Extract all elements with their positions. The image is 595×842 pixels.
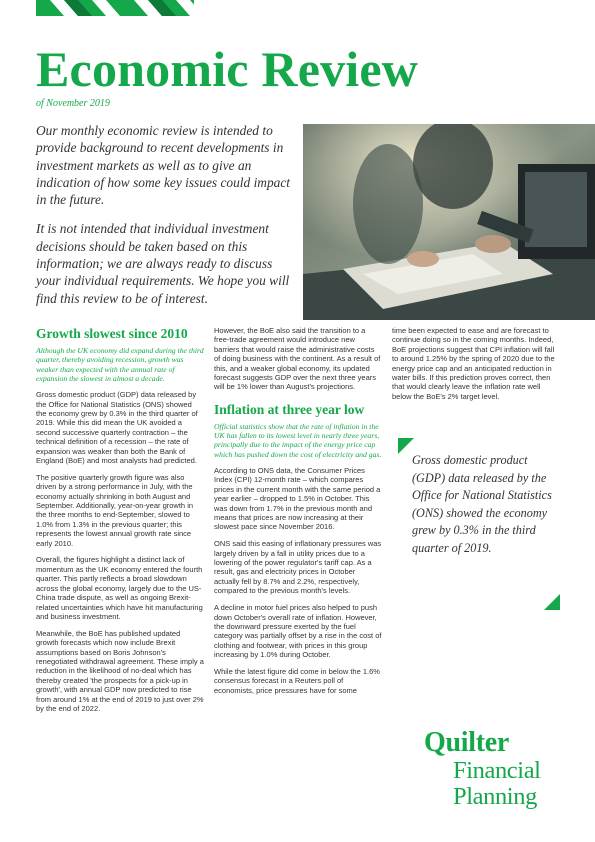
body-paragraph: A decline in motor fuel prices also helped to push down October's overall rate of inflation. However, the downward pressure exerted by the fuel category was partially offset by a rise in the cost of clothing and footwear, with prices in this group increasing by 1.0% during October.: [214, 603, 382, 660]
body-paragraph: However, the BoE also said the transition to a free-trade agreement would introduce new barriers that would raise the administrative costs of doing business with the continent. As a result of this, and a weaker global economy, its updated forecast suggests GDP over the next three years will be 1% lower than August's projections.: [214, 326, 381, 392]
business-meeting-photo: [303, 124, 595, 320]
logo-line: Planning: [453, 783, 537, 810]
quilter-logo: [424, 728, 564, 810]
section-heading-growth: Growth slowest since 2010: [36, 326, 188, 341]
body-paragraph: ONS said this easing of inflationary pressures was largely driven by a fall in utility prices due to a lowering of the power regulator's tariff cap. As a result, gas and electricity prices in October actually fell by 8.7% and 2.2%, respectively, compared to the previous month's levels.: [214, 539, 382, 596]
body-paragraph: Meanwhile, the BoE has published updated growth forecasts which now include Brexit assumptions based on Boris Johnson's renegotiated withdrawal agreement. These imply a reduction in the likelihood of no-deal which has thereby created 'the prospects for a pick-up in growth', with annual GDP now predicted to rise from around 1% at the end of 2019 to just over 2% by the end of 2022.: [36, 628, 204, 713]
body-paragraph: Gross domestic product (GDP) data released by the Office for National Statistics (ONS) showed the economy grew by 0.3% in the third quarter of 2019. While this did mean the UK avoided a second successive quarterly contraction – the technical definition of a recession – the rate of expansion was weaker than both the Bank of England (BoE) and most analysts had predicted.: [36, 390, 198, 466]
body-paragraph: While the latest figure did come in below the 1.6% consensus forecast in a Reuters poll of economists, price pressures have for some: [214, 666, 380, 695]
body-paragraph: According to ONS data, the Consumer Prices Index (CPI) 12-month rate – which compares prices in the current month with the same period a year earlier – dropped to 1.5% in October. This was down from 1.7% in the previous month and means that prices are now increasing at their slowest pace since November 2016.: [214, 466, 381, 532]
intro-paragraph: Our monthly economic review is intended to provide background to recent developments in investment markets as well as to give an indication of how some key issues could impact in the future.: [36, 123, 291, 208]
intro-paragraph: It is not intended that individual investment decisions should be taken based on this information; we are always ready to discuss your individual requirements. We hope you will find this review to be of interest.: [36, 221, 290, 306]
pull-quote-text: Gross domestic product (GDP) data released by the Office for National Statistics (ONS) showed the economy grew by 0.3% in the third quarter of 2019.: [412, 453, 552, 555]
page-title: Economic Review: [36, 41, 419, 97]
column-3: [392, 326, 562, 409]
body-paragraph: Overall, the figures highlight a distinct lack of momentum as the UK economy entered the fourth quarter. This partly reflects a broad slowdown across the global economy, largely due to the US-China trade dispute, as well as ongoing Brexit-related uncertainties which have hit manufacturing and business investment.: [36, 555, 203, 621]
issue-date: of November 2019: [36, 98, 110, 109]
top-stripes-decoration: [36, 0, 194, 16]
section-lead: Although the UK economy did expand during the third quarter, thereby avoiding recession, growth was weaker than expected with the annual rate of expansion the slowest in almost a decade.: [36, 346, 204, 383]
section-heading-inflation: Inflation at three year low: [214, 401, 365, 417]
body-paragraph: The positive quarterly growth figure was also driven by a strong performance in July, with the economy actually shrinking in both August and September. Additionally, year-on-year growth in the three months to end-September, slowed to 1.0% from 1.3% in the previous quarter; this represents the lowest annual growth rate since early 2010.: [36, 472, 194, 548]
pull-quote: [398, 438, 560, 610]
body-paragraph: time been expected to ease and are forecast to continue doing so in the coming months. Indeed, BoE projections suggest that CPI inflation will fall to around 1.25% by the spring of 2020 due to the energy price cap and an anticipated reduction in water bills. If this prediction proves correct, then that would clearly leave the inflation rate well below the BoE's 2% target level.: [392, 326, 555, 401]
corner-marker-icon: [544, 594, 560, 610]
logo-line: Quilter: [424, 727, 509, 758]
column-1: [36, 326, 204, 721]
intro-text: [36, 122, 290, 319]
logo-line: Financial: [453, 757, 541, 784]
section-lead: Official statistics show that the rate of inflation in the UK has fallen to its lowest level in nearly three years, principally due to the impact of the energy price cap which has pushed down the cost of electricity and gas.: [214, 421, 382, 459]
column-2: [214, 326, 382, 703]
